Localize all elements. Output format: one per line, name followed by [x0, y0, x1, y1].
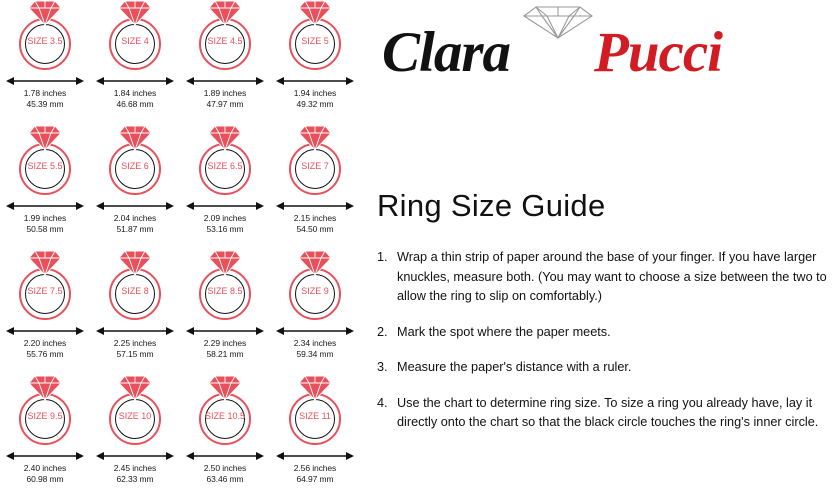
- instruction-step: [377, 358, 829, 378]
- diamond-icon: [520, 4, 596, 40]
- diamond-icon: [118, 0, 152, 26]
- diameter-arrow-icon: [90, 199, 180, 213]
- ring-illustration: [270, 375, 360, 449]
- ring-size-label: SIZE 7: [301, 161, 329, 171]
- ring-size-cell: [90, 250, 180, 375]
- measurement-mm: 59.34 mm: [296, 349, 334, 359]
- ring-size-label: SIZE 4.5: [207, 36, 243, 46]
- measurement-mm: 58.21 mm: [206, 349, 244, 359]
- diameter-arrow-icon: [270, 449, 360, 463]
- ring-size-cell: [90, 125, 180, 250]
- diamond-icon: [118, 125, 152, 151]
- ring-illustration: [180, 375, 270, 449]
- ring-illustration: [180, 0, 270, 74]
- measurement-mm: 53.16 mm: [206, 224, 244, 234]
- diamond-icon: [208, 0, 242, 26]
- brand-name-first: Clara: [382, 21, 511, 84]
- measurement-mm: 54.50 mm: [296, 224, 334, 234]
- ring-size-label: SIZE 9: [301, 286, 329, 296]
- ring-size-chart: [0, 0, 362, 501]
- diamond-icon: [28, 375, 62, 401]
- ring-size-cell: [0, 250, 90, 375]
- step-number: 4.: [377, 395, 388, 410]
- ring-size-cell: [270, 0, 360, 125]
- ring-illustration: [0, 375, 90, 449]
- diamond-icon: [118, 375, 152, 401]
- measurement-inches: 2.50 inches: [203, 463, 247, 473]
- measurement-inches: 2.04 inches: [113, 213, 157, 223]
- diamond-icon: [298, 125, 332, 151]
- diameter-arrow-icon: [270, 74, 360, 88]
- ring-size-cell: [90, 0, 180, 125]
- ring-size-label: SIZE 6: [121, 161, 149, 171]
- ring-size-cell: [0, 0, 90, 125]
- diamond-icon: [298, 250, 332, 276]
- measurement-inches: 2.34 inches: [293, 338, 337, 348]
- diameter-arrow-icon: [0, 449, 90, 463]
- ring-size-label: SIZE 3.5: [27, 36, 63, 46]
- diameter-arrow-icon: [90, 449, 180, 463]
- brand-name-last: Pucci: [594, 21, 722, 84]
- measurement-mm: 60.98 mm: [26, 474, 64, 484]
- diameter-arrow-icon: [270, 199, 360, 213]
- ring-illustration: [90, 125, 180, 199]
- measurement-mm: 62.33 mm: [116, 474, 154, 484]
- diameter-arrow-icon: [90, 74, 180, 88]
- ring-illustration: [180, 125, 270, 199]
- measurement-mm: 51.87 mm: [116, 224, 154, 234]
- diameter-arrow-icon: [0, 199, 90, 213]
- brand-logo: [372, 2, 792, 94]
- diamond-icon: [208, 250, 242, 276]
- page-title: Ring Size Guide: [377, 188, 606, 223]
- ring-size-label: SIZE 5: [301, 36, 329, 46]
- diamond-icon: [118, 250, 152, 276]
- measurement-inches: 1.78 inches: [23, 88, 67, 98]
- diameter-arrow-icon: [180, 449, 270, 463]
- ring-illustration: [270, 125, 360, 199]
- measurement-inches: 2.25 inches: [113, 338, 157, 348]
- ring-illustration: [0, 0, 90, 74]
- step-text: Use the chart to determine ring size. To size a ring you already have, lay it directly onto the chart so that the black circle touches the ring's inner circle.: [397, 395, 819, 429]
- diamond-icon: [28, 125, 62, 151]
- ring-illustration: [90, 375, 180, 449]
- measurement-mm: 49.32 mm: [296, 99, 334, 109]
- ring-illustration: [90, 0, 180, 74]
- measurement-mm: 45.39 mm: [26, 99, 64, 109]
- measurement-inches: 1.89 inches: [203, 88, 247, 98]
- measurement-mm: 47.97 mm: [206, 99, 244, 109]
- ring-size-cell: [270, 125, 360, 250]
- ring-illustration: [0, 250, 90, 324]
- measurement-inches: 2.20 inches: [23, 338, 67, 348]
- ring-size-cell: [180, 125, 270, 250]
- diameter-arrow-icon: [180, 199, 270, 213]
- measurement-inches: 2.09 inches: [203, 213, 247, 223]
- measurement-inches: 2.15 inches: [293, 213, 337, 223]
- step-number: 1.: [377, 250, 388, 264]
- instruction-step: [377, 248, 829, 307]
- ring-size-cell: [180, 250, 270, 375]
- ring-illustration: [270, 0, 360, 74]
- ring-size-label: SIZE 8: [121, 286, 149, 296]
- measurement-inches: 2.56 inches: [293, 463, 337, 473]
- diamond-icon: [28, 250, 62, 276]
- ring-size-label: SIZE 4: [121, 36, 149, 46]
- step-text: Wrap a thin strip of paper around the base of your finger. If you have larger knuckles, measure both. (You may want to choose a size between the two to allow the ring to slip on comfortably.): [397, 250, 827, 303]
- ring-size-cell: [0, 125, 90, 250]
- instruction-step: [377, 394, 829, 433]
- step-number: 3.: [377, 360, 388, 374]
- diamond-icon: [208, 375, 242, 401]
- ring-illustration: [90, 250, 180, 324]
- ring-size-cell: [270, 375, 360, 500]
- ring-size-label: SIZE 10: [118, 411, 152, 421]
- measurement-inches: 1.84 inches: [113, 88, 157, 98]
- ring-size-cell: [270, 250, 360, 375]
- measurement-inches: 1.94 inches: [293, 88, 337, 98]
- diameter-arrow-icon: [270, 324, 360, 338]
- ring-illustration: [270, 250, 360, 324]
- measurement-mm: 64.97 mm: [296, 474, 334, 484]
- diamond-icon: [208, 125, 242, 151]
- instruction-list: [377, 248, 829, 449]
- ring-size-label: SIZE 6.5: [207, 161, 243, 171]
- diameter-arrow-icon: [0, 324, 90, 338]
- diamond-icon: [298, 375, 332, 401]
- ring-size-label: SIZE 10.5: [204, 411, 246, 421]
- ring-illustration: [0, 125, 90, 199]
- ring-size-cell: [180, 0, 270, 125]
- diamond-icon: [28, 0, 62, 26]
- measurement-inches: 2.45 inches: [113, 463, 157, 473]
- measurement-mm: 55.76 mm: [26, 349, 64, 359]
- measurement-inches: 1.99 inches: [23, 213, 67, 223]
- ring-size-label: SIZE 11: [299, 411, 331, 421]
- step-text: Mark the spot where the paper meets.: [397, 324, 611, 339]
- diameter-arrow-icon: [180, 324, 270, 338]
- diamond-icon: [298, 0, 332, 26]
- measurement-mm: 63.46 mm: [206, 474, 244, 484]
- measurement-mm: 57.15 mm: [116, 349, 154, 359]
- measurement-mm: 46.68 mm: [116, 99, 154, 109]
- diameter-arrow-icon: [90, 324, 180, 338]
- step-text: Measure the paper's distance with a ruler.: [397, 360, 632, 374]
- diameter-arrow-icon: [180, 74, 270, 88]
- ring-illustration: [180, 250, 270, 324]
- ring-size-cell: [90, 375, 180, 500]
- ring-size-label: SIZE 8.5: [207, 286, 243, 296]
- ring-size-cell: [180, 375, 270, 500]
- measurement-inches: 2.40 inches: [23, 463, 67, 473]
- ring-size-label: SIZE 7.5: [27, 286, 63, 296]
- measurement-mm: 50.58 mm: [26, 224, 64, 234]
- ring-size-cell: [0, 375, 90, 500]
- step-number: 2.: [377, 324, 388, 339]
- instruction-step: [377, 323, 829, 343]
- ring-size-label: SIZE 5.5: [27, 161, 63, 171]
- guide-panel: [362, 0, 839, 501]
- diameter-arrow-icon: [0, 74, 90, 88]
- measurement-inches: 2.29 inches: [203, 338, 247, 348]
- ring-size-label: SIZE 9.5: [27, 411, 63, 421]
